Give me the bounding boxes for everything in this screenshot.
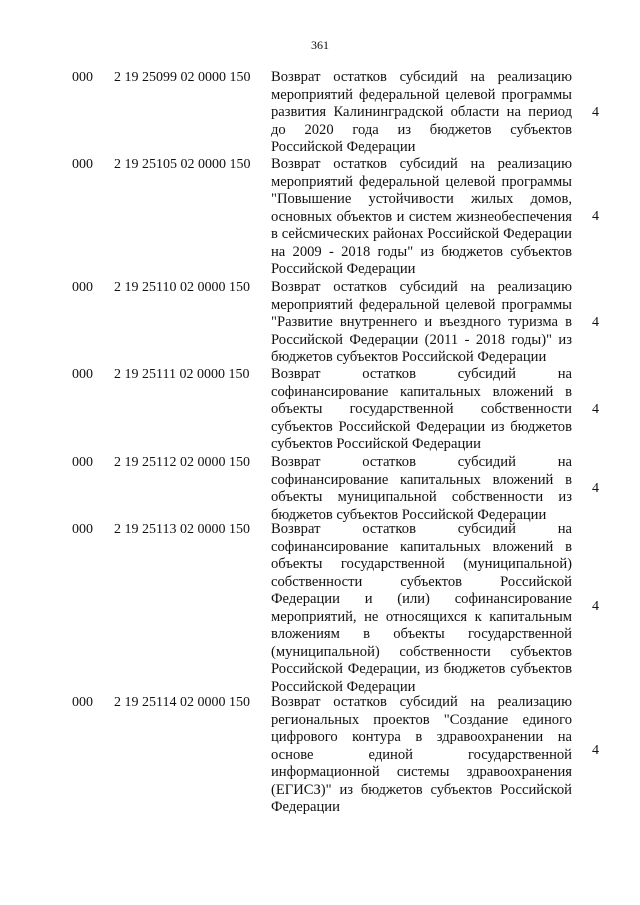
column-number: 4 xyxy=(592,209,599,224)
income-name: Возврат остатков субсидий на софинансирование капитальных вложений в объекты государственной собственности субъектов Российской Федерации из бюджетов субъектов Российской Федерации xyxy=(271,366,572,452)
column-number: 4 xyxy=(592,315,599,330)
admin-code: 000 xyxy=(72,70,93,85)
column-number: 4 xyxy=(592,599,599,614)
column-number: 4 xyxy=(592,105,599,120)
column-number: 4 xyxy=(592,481,599,496)
admin-code: 000 xyxy=(72,280,93,295)
admin-code: 000 xyxy=(72,455,93,470)
column-number: 4 xyxy=(592,402,599,417)
income-name: Возврат остатков субсидий на софинансирование капитальных вложений в объекты муниципальной собственности из бюджетов субъектов Российской Федерации xyxy=(271,454,572,523)
budget-code: 2 19 25099 02 0000 150 xyxy=(114,70,251,85)
admin-code: 000 xyxy=(72,695,93,710)
income-name: Возврат остатков субсидий на реализацию мероприятий федеральной целевой программы развития Калининградской области на период до 2020 года из бюджетов субъектов Российской Федерации xyxy=(271,69,572,155)
admin-code: 000 xyxy=(72,367,93,382)
income-name: Возврат остатков субсидий на реализацию региональных проектов "Создание единого цифрового контура в здравоохранении на основе единой государственной информационной системы здравоохранения (ЕГИСЗ)" из бюджетов субъектов Российской Федерации xyxy=(271,694,572,815)
budget-code: 2 19 25110 02 0000 150 xyxy=(114,280,250,295)
budget-code: 2 19 25111 02 0000 150 xyxy=(114,367,250,382)
budget-code: 2 19 25114 02 0000 150 xyxy=(114,695,250,710)
income-name: Возврат остатков субсидий на реализацию мероприятий федеральной целевой программы "Развитие внутреннего и въездного туризма в Российской Федерации (2011 - 2018 годы)" из бюджетов субъектов Российской Федерации xyxy=(271,279,572,365)
column-number: 4 xyxy=(592,743,599,758)
income-name: Возврат остатков субсидий на реализацию мероприятий федеральной целевой программы "Повышение устойчивости жилых домов, основных объектов и систем жизнеобеспечения в сейсмических районах Российской Федерации на 2009 - 2018 годы" из бюджетов субъектов Российской Федерации xyxy=(271,156,572,277)
admin-code: 000 xyxy=(72,157,93,172)
income-name: Возврат остатков субсидий на софинансирование капитальных вложений в объекты государственной (муниципальной) собственности субъектов Российской Федерации и (или) софинансирование мероприятий, не относящихся к капитальным вложениям в объекты государственной (муниципальной) собственности субъектов Российской Федерации, из бюджетов субъектов Российской Федерации xyxy=(271,521,572,695)
budget-code: 2 19 25105 02 0000 150 xyxy=(114,157,251,172)
admin-code: 000 xyxy=(72,522,93,537)
budget-code: 2 19 25112 02 0000 150 xyxy=(114,455,250,470)
budget-code: 2 19 25113 02 0000 150 xyxy=(114,522,250,537)
page-number: 361 xyxy=(311,38,329,52)
